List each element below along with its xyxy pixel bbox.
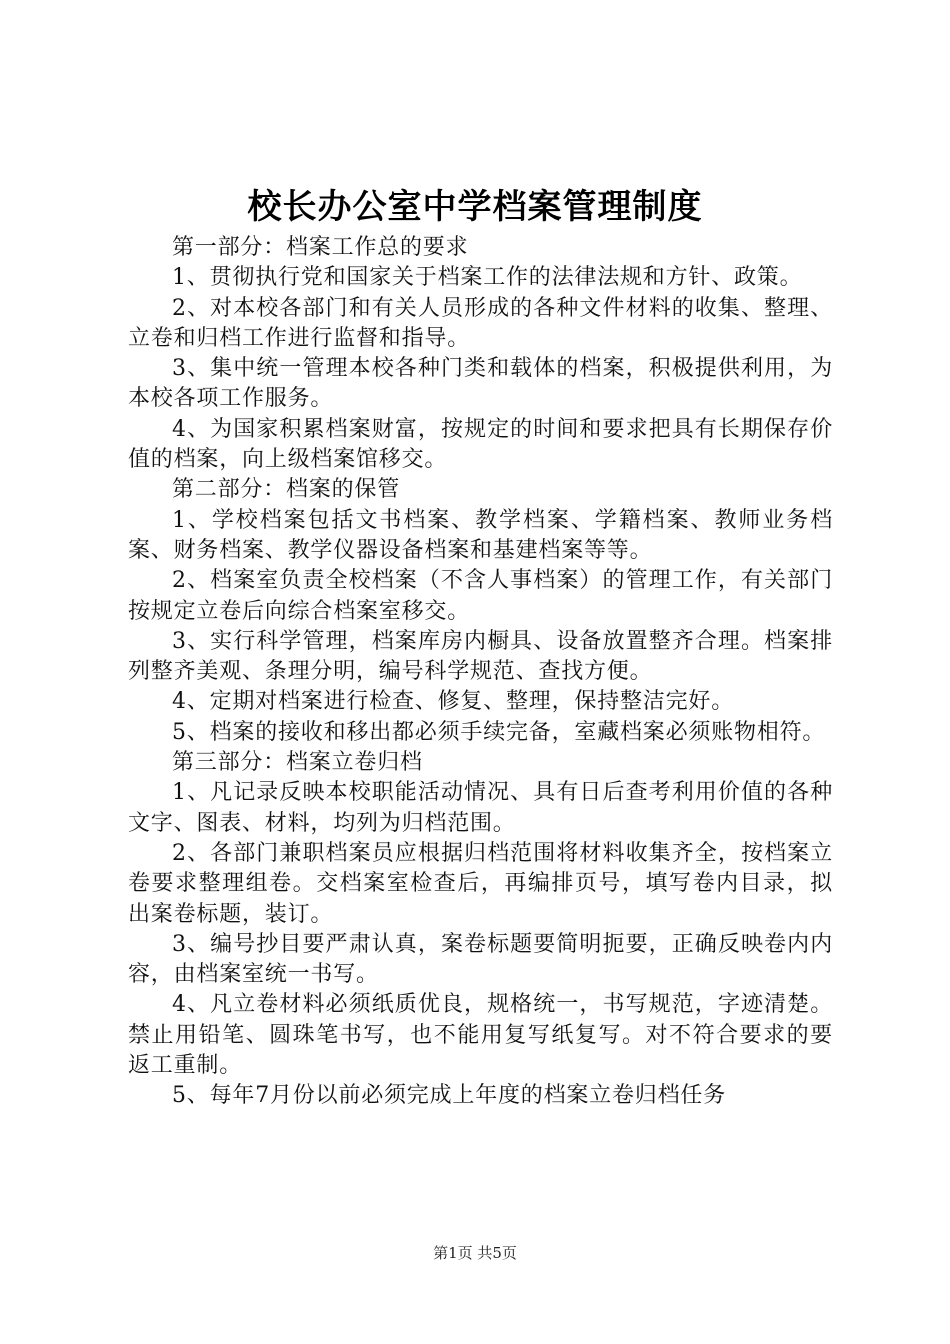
paragraph: 4、为国家积累档案财富，按规定的时间和要求把具有长期保存价值的档案，向上级档案馆移交。	[128, 416, 833, 473]
paragraph: 3、编号抄目要严肃认真，案卷标题要简明扼要，正确反映卷内内容，由档案室统一书写。	[128, 931, 833, 988]
section-heading-1: 第一部分：档案工作总的要求	[172, 235, 469, 260]
paragraph: 2、对本校各部门和有关人员形成的各种文件材料的收集、整理、立卷和归档工作进行监督和指导。	[128, 295, 833, 351]
paragraph: 3、集中统一管理本校各种门类和载体的档案，积极提供利用，为本校各项工作服务。	[128, 356, 833, 412]
paragraph: 4、定期对档案进行检查、修复、整理，保持整洁完好。	[172, 689, 734, 715]
paragraph: 2、各部门兼职档案员应根据归档范围将材料收集齐全，按档案立卷要求整理组卷。交档案室检查后，再编排页号，填写卷内目录，拟出案卷标题，装订。	[128, 840, 833, 927]
paragraph: 5、档案的接收和移出都必须手续完备，室藏档案必须账物相符。	[172, 719, 826, 745]
page-number-footer: 第1页 共5页	[433, 1244, 517, 1262]
section-heading-3: 第三部分：档案立卷归档	[172, 750, 423, 776]
paragraph: 1、学校档案包括文书档案、教学档案、学籍档案、教师业务档案、财务档案、教学仪器设备档案和基建档案等等。	[128, 507, 833, 563]
paragraph: 3、实行科学管理，档案库房内橱具、设备放置整齐合理。档案排列整齐美观、条理分明，编号科学规范、查找方便。	[128, 628, 833, 685]
paragraph: 1、贯彻执行党和国家关于档案工作的法律法规和方针、政策。	[172, 265, 803, 291]
paragraph: 4、凡立卷材料必须纸质优良，规格统一，书写规范，字迹清楚。禁止用铅笔、圆珠笔书写，也不能用复写纸复写。对不符合要求的要返工重制。	[128, 992, 833, 1079]
paragraph: 5、每年7月份以前必须完成上年度的档案立卷归档任务	[172, 1083, 726, 1109]
paragraph: 1、凡记录反映本校职能活动情况、具有日后查考利用价值的各种文字、图表、材料，均列为归档范围。	[128, 780, 833, 836]
paragraph: 2、档案室负责全校档案（不含人事档案）的管理工作，有关部门按规定立卷后向综合档案室移交。	[128, 568, 833, 624]
document-body	[128, 233, 833, 1112]
section-heading-2: 第二部分：档案的保管	[172, 477, 401, 503]
document-title: 校长办公室中学档案管理制度	[247, 187, 703, 227]
